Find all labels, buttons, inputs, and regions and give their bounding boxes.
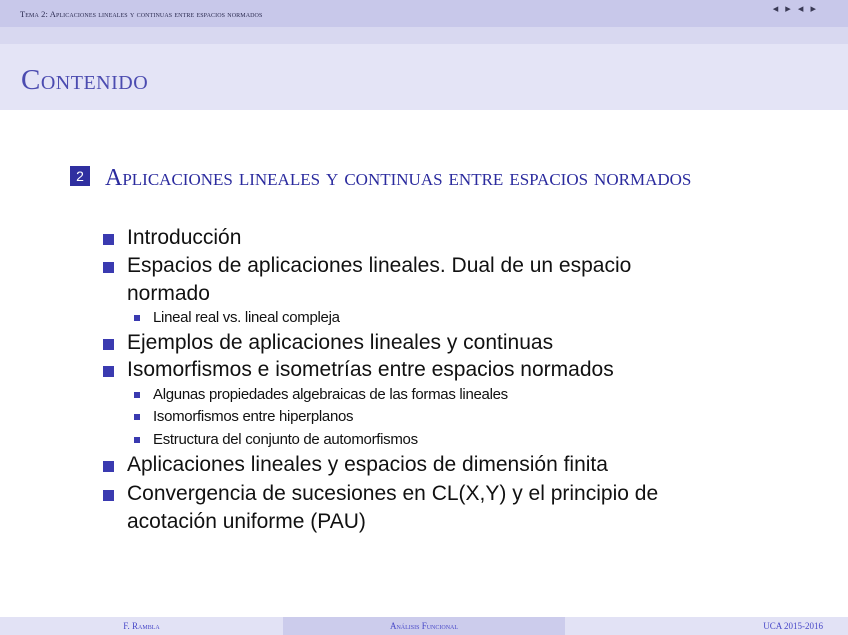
footer-course: Análisis Funcional xyxy=(283,617,565,635)
toc-item-convergencia-cont[interactable]: acotación uniforme (PAU) xyxy=(127,510,366,533)
toc-item-espacios-aplicaciones[interactable]: Espacios de aplicaciones lineales. Dual de un espacio xyxy=(127,254,632,277)
footer-bar xyxy=(0,617,848,635)
bullet-icon xyxy=(103,490,114,501)
toc-subitem-hiperplanos[interactable]: Isomorfismos entre hiperplanos xyxy=(153,408,354,425)
header-bar xyxy=(0,0,848,27)
footer-institution: UCA 2015-2016 xyxy=(565,617,848,635)
frame-title: Contenido xyxy=(21,64,149,96)
bullet-icon xyxy=(103,262,114,273)
toc-subitem-lineal-real[interactable]: Lineal real vs. lineal compleja xyxy=(153,309,340,326)
bullet-icon xyxy=(103,461,114,472)
bullet-icon xyxy=(103,339,114,350)
toc-subitem-propiedades[interactable]: Algunas propiedades algebraicas de las formas lineales xyxy=(153,386,508,403)
bullet-icon xyxy=(103,234,114,245)
section-title[interactable]: Aplicaciones lineales y continuas entre espacios normados xyxy=(105,165,692,191)
sub-bullet-icon xyxy=(134,392,140,398)
toc-item-espacios-aplicaciones-cont[interactable]: normado xyxy=(127,282,210,305)
toc-item-introduccion[interactable]: Introducción xyxy=(127,226,242,249)
header-subbar xyxy=(0,27,848,44)
toc-item-isomorfismos[interactable]: Isomorfismos e isometrías entre espacios normados xyxy=(127,358,614,381)
toc-subitem-automorfismos[interactable]: Estructura del conjunto de automorfismos xyxy=(153,431,418,448)
sub-bullet-icon xyxy=(134,315,140,321)
toc-item-convergencia[interactable]: Convergencia de sucesiones en CL(X,Y) y el principio de xyxy=(127,482,659,505)
bullet-icon xyxy=(103,366,114,377)
section-header-title: Tema 2: Aplicaciones lineales y continuas entre espacios normados xyxy=(20,9,263,19)
navigation-arrows-icon[interactable]: ◂ ▸ ◂ ▸ xyxy=(772,3,818,15)
toc-item-ejemplos[interactable]: Ejemplos de aplicaciones lineales y continuas xyxy=(127,331,554,354)
section-number-badge: 2 xyxy=(70,166,90,186)
toc-item-dimension-finita[interactable]: Aplicaciones lineales y espacios de dimensión finita xyxy=(127,453,608,476)
sub-bullet-icon xyxy=(134,414,140,420)
footer-author: F. Rambla xyxy=(0,617,283,635)
sub-bullet-icon xyxy=(134,437,140,443)
